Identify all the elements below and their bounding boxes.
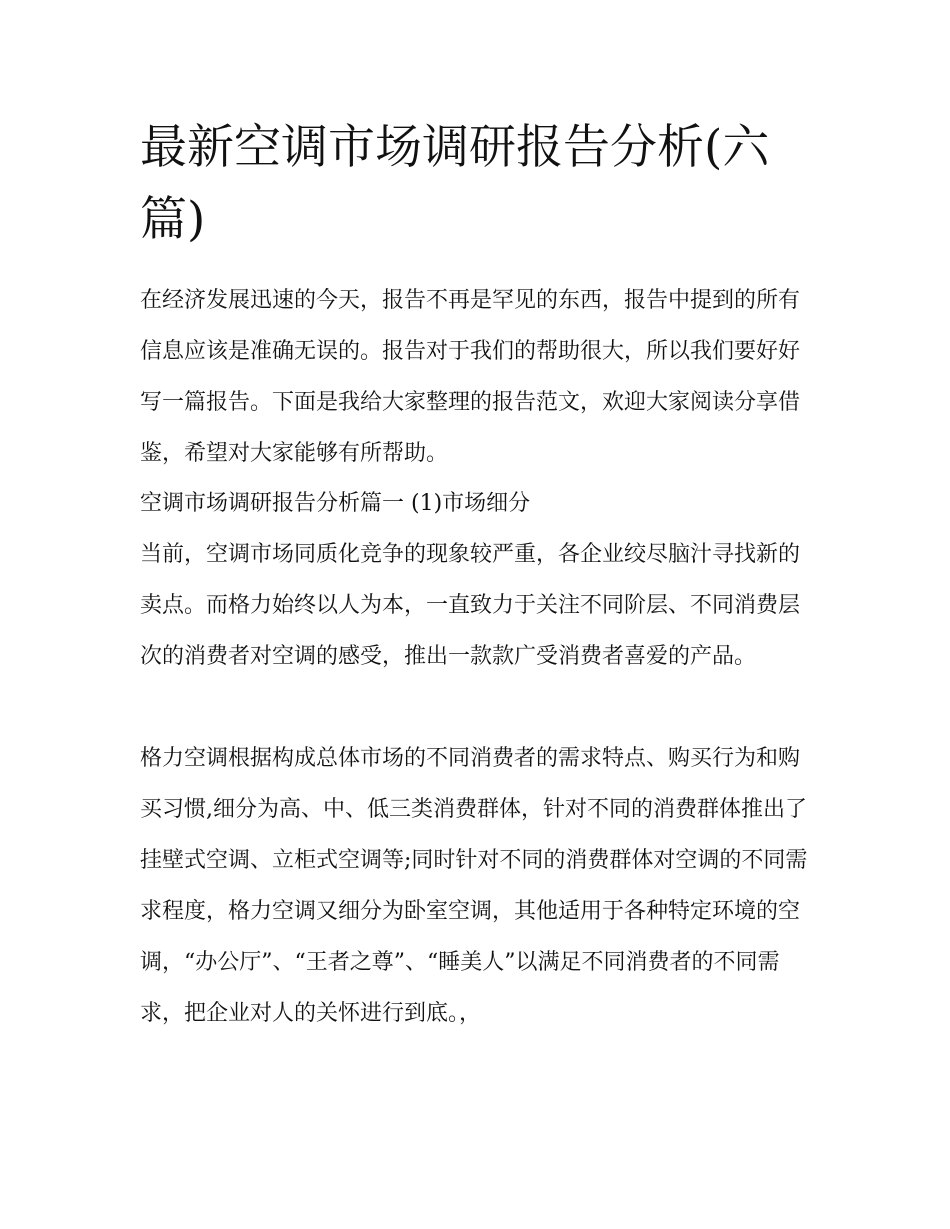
body-paragraph-1: 当前，空调市场同质化竞争的现象较严重，各企业绞尽脑汁寻找新的卖点。而格力始终以人为本，一直致力于关注不同阶层、不同消费层次的消费者对空调的感受，推出一款款广受消费者喜爱的产品。 [140,542,801,669]
section-heading: 空调市场调研报告分析篇一 (1)市场细分 [140,491,531,516]
body-paragraph-2: 格力空调根据构成总体市场的不同消费者的需求特点、购买行为和购买习惯,细分为高、中、低三类消费群体，针对不同的消费群体推出了挂壁式空调、立柜式空调等;同时针对不同的消费群体对空调的不同需求程度，格力空调又细分为卧室空调，其他适用于各种特定环境的空调，“办公厅”、“王者之尊”、“睡美人”以满足不同消费者的不同需求，把企业对人的关怀进行到底。， [140,746,808,1026]
intro-paragraph: 在经济发展迅速的今天，报告不再是罕见的东西，报告中提到的所有信息应该是准确无误的。报告对于我们的帮助很大，所以我们要好好写一篇报告。下面是我给大家整理的报告范文，欢迎大家阅读分享借鉴，希望对大家能够有所帮助。 [140,288,801,466]
document-title: 最新空调市场调研报告分析(六篇) [140,120,770,247]
